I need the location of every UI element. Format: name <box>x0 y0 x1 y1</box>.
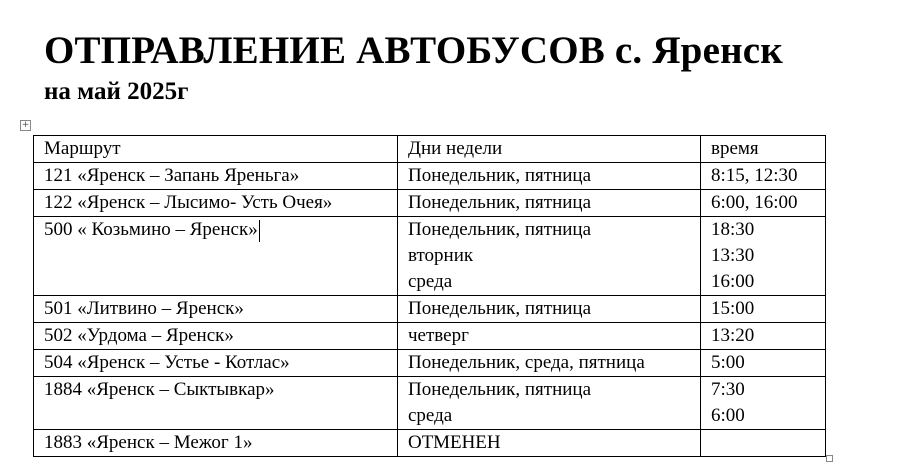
days-cell <box>398 296 701 323</box>
route-cell <box>34 217 398 296</box>
route-text: 501 «Литвино – Яренск» <box>44 298 244 319</box>
route-text: 1884 «Яренск – Сыктывкар» <box>44 379 275 400</box>
table-row <box>34 350 826 377</box>
route-text: 504 «Яренск – Устье - Котлас» <box>44 352 290 373</box>
table-move-handle-icon[interactable]: + <box>21 120 30 130</box>
route-cell <box>34 323 398 350</box>
document-title: ОТПРАВЛЕНИЕ АВТОБУСОВ с. Яренск <box>44 29 783 72</box>
header-days: Дни недели <box>398 136 701 163</box>
route-cell <box>34 350 398 377</box>
time-text: 13:20 <box>711 325 755 346</box>
days-text: ОТМЕНЕН <box>408 432 501 453</box>
time-text: 15:00 <box>711 298 755 319</box>
table-row <box>34 163 826 190</box>
route-cell <box>34 190 398 217</box>
days-cell <box>398 323 701 350</box>
time-cell <box>701 377 826 430</box>
route-cell <box>34 296 398 323</box>
days-cell <box>398 377 701 430</box>
days-cell <box>398 190 701 217</box>
header-time: время <box>701 136 826 163</box>
time-cell <box>701 430 826 457</box>
days-text: среда <box>408 271 453 292</box>
route-cell <box>34 430 398 457</box>
route-text: 500 « Козьмино – Яренск» <box>44 219 258 240</box>
time-text: 13:30 <box>711 245 755 266</box>
time-text: 18:30 <box>711 219 755 240</box>
table-row <box>34 430 826 457</box>
table-row <box>34 377 826 430</box>
table-resize-handle[interactable] <box>826 455 833 462</box>
table-row <box>34 217 826 296</box>
days-text: вторник <box>408 245 474 266</box>
time-cell <box>701 323 826 350</box>
days-cell <box>398 430 701 457</box>
table-row <box>34 190 826 217</box>
time-text: 7:30 <box>711 379 745 400</box>
time-text: 16:00 <box>711 271 755 292</box>
time-text <box>711 430 820 456</box>
time-text: 8:15, 12:30 <box>711 165 798 186</box>
route-cell <box>34 163 398 190</box>
time-cell <box>701 350 826 377</box>
days-text: Понедельник, пятница <box>408 165 592 186</box>
time-cell <box>701 190 826 217</box>
route-cell <box>34 377 398 430</box>
time-cell <box>701 217 826 296</box>
days-text: четверг <box>408 325 469 346</box>
table-header-row <box>34 136 826 163</box>
table-row <box>34 296 826 323</box>
time-cell <box>701 163 826 190</box>
document-subtitle: на май 2025г <box>44 78 189 105</box>
time-text: 5:00 <box>711 352 745 373</box>
days-text: Понедельник, пятница <box>408 219 592 240</box>
days-cell <box>398 217 701 296</box>
time-text: 6:00, 16:00 <box>711 192 798 213</box>
table-row <box>34 323 826 350</box>
days-text: среда <box>408 405 453 426</box>
days-text: Понедельник, пятница <box>408 192 592 213</box>
route-text: 122 «Яренск – Лысимо- Усть Очея» <box>44 192 333 213</box>
header-route: Маршрут <box>34 136 398 163</box>
time-cell <box>701 296 826 323</box>
days-text: Понедельник, среда, пятница <box>408 352 645 373</box>
route-text: 502 «Урдома – Яренск» <box>44 325 234 346</box>
days-text: Понедельник, пятница <box>408 379 592 400</box>
days-text: Понедельник, пятница <box>408 298 592 319</box>
schedule-table <box>33 135 826 457</box>
text-cursor <box>259 220 260 242</box>
route-text: 1883 «Яренск – Межог 1» <box>44 432 253 453</box>
days-cell <box>398 163 701 190</box>
time-text: 6:00 <box>711 405 745 426</box>
route-text: 121 «Яренск – Запань Яреньга» <box>44 165 300 186</box>
days-cell <box>398 350 701 377</box>
